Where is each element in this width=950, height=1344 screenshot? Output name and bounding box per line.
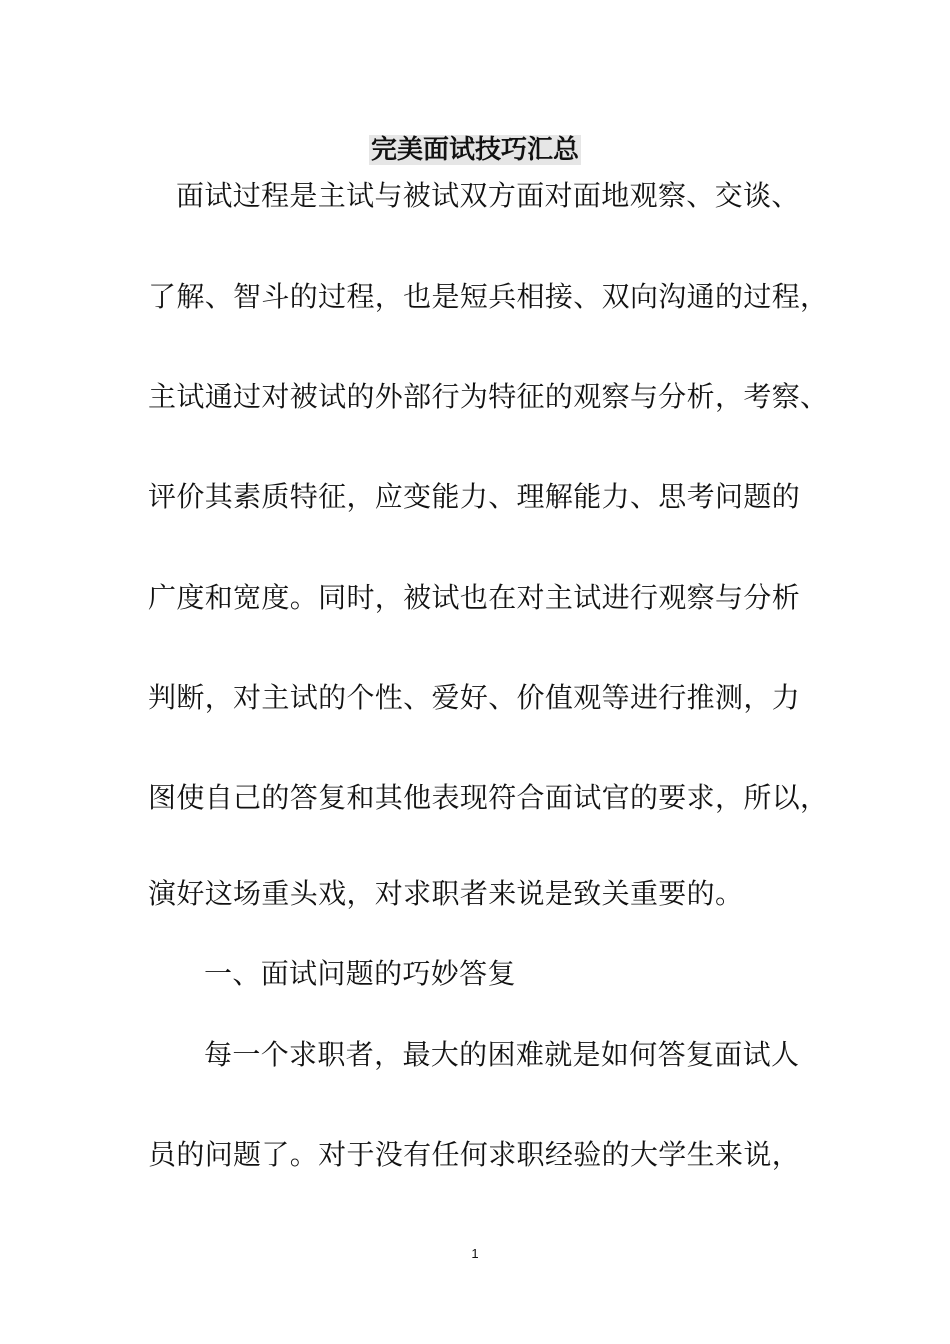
paragraph-line: 评价其素质特征，应变能力、理解能力、思考问题的 <box>148 480 801 513</box>
paragraph-line: 面试过程是主试与被试双方面对面地观察、交谈、 <box>176 179 800 212</box>
paragraph-line: 了解、智斗的过程，也是短兵相接、双向沟通的过程， <box>148 280 829 313</box>
section-heading: 一、面试问题的巧妙答复 <box>204 957 516 990</box>
paragraph-line: 广度和宽度。同时，被试也在对主试进行观察与分析 <box>148 581 801 614</box>
paragraph-line: 主试通过对被试的外部行为特征的观察与分析，考察、 <box>148 380 829 413</box>
paragraph-line: 图使自己的答复和其他表现符合面试官的要求，所以， <box>148 781 829 814</box>
paragraph-line: 演好这场重头戏，对求职者来说是致关重要的。 <box>148 877 744 910</box>
document-title-text: 完美面试技巧汇总 <box>370 135 579 165</box>
document-title <box>0 132 950 168</box>
paragraph-line: 每一个求职者，最大的困难就是如何答复面试人 <box>204 1038 800 1071</box>
paragraph-line: 员的问题了。对于没有任何求职经验的大学生来说， <box>148 1138 801 1171</box>
page-number: 1 <box>471 1246 479 1261</box>
paragraph-line: 判断，对主试的个性、爱好、价值观等进行推测，力 <box>148 681 801 714</box>
